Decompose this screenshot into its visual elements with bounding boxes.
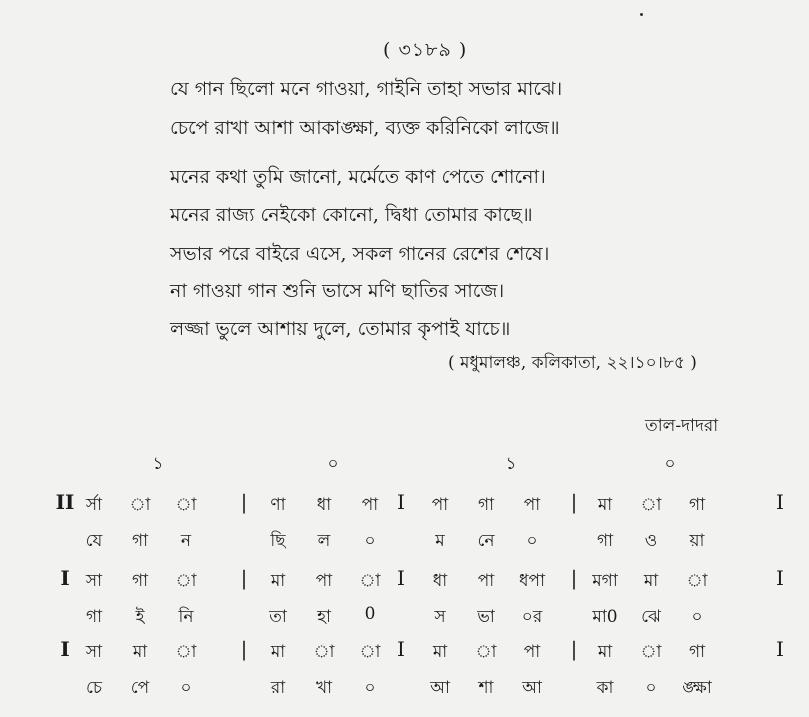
lyric-syllable: গা xyxy=(85,607,103,627)
lyric-syllable: ছি xyxy=(270,531,286,551)
swara-cell: পা xyxy=(315,571,333,591)
barline: | xyxy=(570,490,578,514)
swara-cell: পা xyxy=(523,495,541,515)
lyric-syllable: চে xyxy=(85,678,103,698)
lyric-syllable: গা xyxy=(131,531,149,551)
lyric-syllable: নি xyxy=(178,607,194,627)
lyric-syllable: শা xyxy=(478,678,494,698)
barline: | xyxy=(570,637,578,661)
lyric-syllable: মা0 xyxy=(592,607,618,627)
swara-cell: া xyxy=(359,571,381,591)
lyric-syllable: ই xyxy=(135,607,145,627)
beat-marker: ০ xyxy=(327,454,339,474)
lyric-syllable: ভা xyxy=(477,607,495,627)
lyric-syllable: আ xyxy=(522,678,542,698)
row-start-barline: II xyxy=(55,490,75,514)
song-number: ( ৩১৮৯ ) xyxy=(383,39,468,61)
lyric-syllable: ও xyxy=(644,531,658,551)
lyric-syllable: ০ xyxy=(691,607,703,627)
lyric-syllable: পে xyxy=(130,678,150,698)
barline: I xyxy=(397,490,405,514)
verse-line: চেপে রাখা আশা আকাঙ্ক্ষা, ব্যক্ত করিনিকো লাজে॥ xyxy=(170,117,560,139)
swara-cell: মা xyxy=(270,642,286,662)
barline: I xyxy=(776,566,784,590)
swara-cell: ণা xyxy=(270,495,286,515)
barline: | xyxy=(570,566,578,590)
swara-cell: া xyxy=(175,571,197,591)
verse-line: মনের কথা তুমি জানো, মর্মেতে কাণ পেতে শোনো। xyxy=(170,166,546,188)
barline: | xyxy=(240,637,248,661)
lyric-syllable: খা xyxy=(315,678,333,698)
lyric-syllable: ঝে xyxy=(641,607,661,627)
swara-cell: মা xyxy=(432,642,448,662)
swara-cell: পা xyxy=(361,495,379,515)
verse-line: যে গান ছিলো মনে গাওয়া, গাইনি তাহা সভার মাঝে। xyxy=(170,78,563,100)
lyric-syllable: ০ xyxy=(526,531,538,551)
lyric-syllable: যে xyxy=(85,531,103,551)
swara-cell: মা xyxy=(270,571,286,591)
lyric-syllable: রা xyxy=(270,678,286,698)
tala-label: তাল-দাদরা xyxy=(645,416,719,436)
lyric-syllable: ঙ্ক্ষা xyxy=(682,678,712,698)
lyric-syllable: গা xyxy=(596,531,614,551)
lyric-syllable: নে xyxy=(477,531,495,551)
lyric-syllable: ল xyxy=(317,531,331,551)
swara-cell: মা xyxy=(597,642,613,662)
swara-cell: পা xyxy=(523,642,541,662)
beat-marker: ০ xyxy=(664,454,676,474)
barline: I xyxy=(776,490,784,514)
swara-cell: ধপা xyxy=(519,571,545,591)
lyric-syllable: য়া xyxy=(689,531,705,551)
swara-cell: গা xyxy=(688,495,706,515)
verse-line: লজ্জা ভুলে আশায় দুলে, তোমার কৃপাই যাচে॥ xyxy=(170,318,511,340)
swara-cell: া xyxy=(359,642,381,662)
swara-cell: া xyxy=(313,642,335,662)
lyric-syllable: তা xyxy=(269,607,287,627)
lyric-syllable: কা xyxy=(596,678,614,698)
barline: I xyxy=(397,637,405,661)
verse-line: সভার পরে বাইরে এসে, সকল গানের রেশের শেষে। xyxy=(170,243,550,265)
lyric-syllable: 0 xyxy=(364,604,376,624)
swara-cell: র্সা xyxy=(85,495,103,515)
swara-cell: সা xyxy=(85,571,103,591)
swara-cell: া xyxy=(640,642,662,662)
lyric-syllable: ০র xyxy=(521,607,543,627)
swara-cell: ধা xyxy=(316,495,332,515)
barline: | xyxy=(240,490,248,514)
swara-cell: া xyxy=(175,495,197,515)
lyric-syllable: হা xyxy=(317,607,331,627)
lyric-syllable: ০ xyxy=(364,678,376,698)
swara-cell: মা xyxy=(643,571,659,591)
lyric-syllable: স xyxy=(434,607,446,627)
swara-cell: ধা xyxy=(432,571,448,591)
barline: | xyxy=(240,566,248,590)
lyric-syllable: ন xyxy=(180,531,192,551)
source-citation: ( মধুমালঞ্চ, কলিকাতা, ২২।১০।৮৫ ) xyxy=(448,353,697,373)
swara-cell: গা xyxy=(477,495,495,515)
swara-cell: া xyxy=(175,642,197,662)
swara-cell: মগা xyxy=(592,571,618,591)
barline: I xyxy=(397,566,405,590)
swara-cell: মা xyxy=(597,495,613,515)
lyric-syllable: ০ xyxy=(364,531,376,551)
lyric-syllable: ০ xyxy=(180,678,192,698)
swara-cell: সা xyxy=(85,642,103,662)
speck-mark xyxy=(640,13,643,16)
lyric-syllable: আ xyxy=(430,678,450,698)
row-start-barline: I xyxy=(60,637,70,661)
swara-cell: া xyxy=(686,571,708,591)
swara-cell: গা xyxy=(688,642,706,662)
swara-cell: মা xyxy=(132,642,148,662)
barline: I xyxy=(776,637,784,661)
swara-cell: া xyxy=(640,495,662,515)
beat-marker: ১ xyxy=(505,454,517,474)
lyric-syllable: ম xyxy=(435,531,445,551)
row-start-barline: I xyxy=(60,566,70,590)
swara-cell: পা xyxy=(431,495,449,515)
swara-cell: া xyxy=(475,642,497,662)
verse-line: না গাওয়া গান শুনি ভাসে মণি ছাতির সাজে। xyxy=(170,280,505,302)
beat-marker: ১ xyxy=(152,454,164,474)
swara-cell: পা xyxy=(477,571,495,591)
lyric-syllable: ০ xyxy=(645,678,657,698)
swara-cell: া xyxy=(129,495,151,515)
swara-cell: গা xyxy=(131,571,149,591)
verse-line: মনের রাজ্য নেইকো কোনো, দ্বিধা তোমার কাছে॥ xyxy=(170,204,533,226)
